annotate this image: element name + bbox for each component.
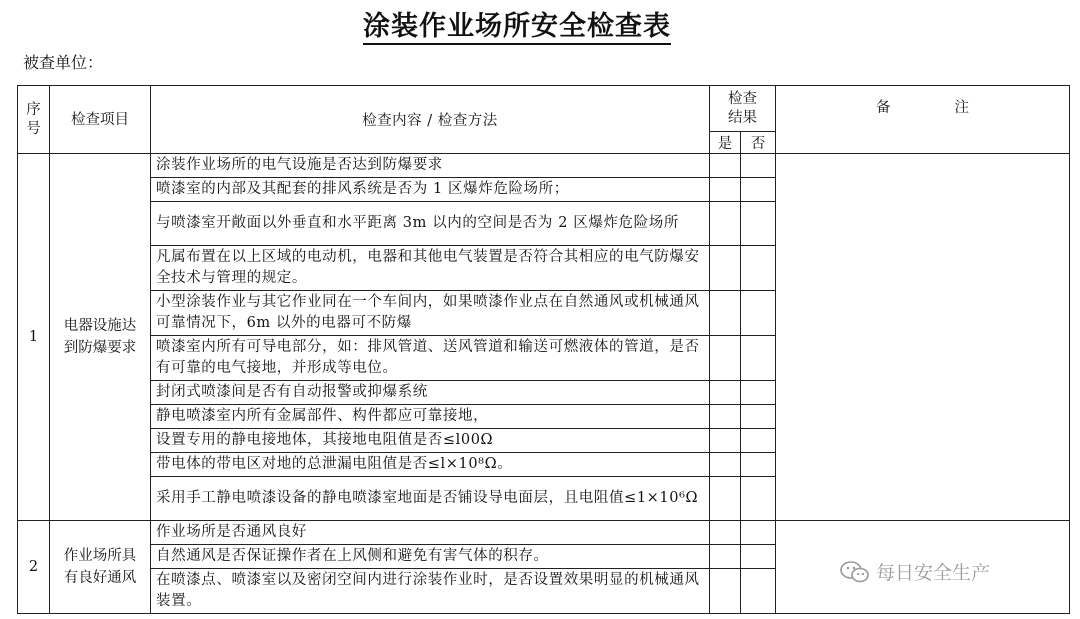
check-item-text: 作业场所具有良好通风 [63,548,137,586]
check-content: 与喷漆室开敞面以外垂直和水平距离 3m 以内的空间是否为 2 区爆炸危险场所 [151,202,710,246]
header-result [710,86,776,132]
page-title [0,4,1034,43]
result-no-cell[interactable] [741,336,776,381]
result-yes-cell[interactable] [710,477,741,521]
inspected-unit-label: 被查单位： [23,53,104,72]
result-yes-cell[interactable] [710,405,741,429]
result-yes-cell[interactable] [710,545,741,569]
row-number: 1 [18,154,50,521]
header-item: 检查项目 [50,86,151,154]
result-yes-cell[interactable] [710,429,741,453]
check-content: 涂装作业场所的电气设施是否达到防爆要求 [151,154,710,178]
result-no-cell[interactable] [741,246,776,291]
result-no-cell[interactable] [741,453,776,477]
inspection-table [17,85,1070,614]
header-no-option: 否 [741,132,776,154]
result-no-cell[interactable] [741,521,776,545]
watermark [840,558,990,585]
check-content: 静电喷漆室内所有金属部件、构件都应可靠接地， [151,405,710,429]
check-content: 自然通风是否保证操作者在上风侧和避免有害气体的积存。 [151,545,710,569]
header-yes: 是 [710,132,741,154]
header-result-text: 检查结果 [728,90,757,126]
check-content: 喷漆室内所有可导电部分，如：排风管道、送风管道和输送可燃液体的管道，是否有可靠的电气接地，并形成等电位。 [151,336,710,381]
header-no [18,86,50,154]
result-yes-cell[interactable] [710,202,741,246]
header-remark-b: 注 [954,100,969,116]
remark-cell[interactable] [776,154,1070,521]
result-yes-cell[interactable] [710,291,741,336]
result-no-cell[interactable] [741,405,776,429]
check-content: 小型涂装作业与其它作业同在一个车间内，如果喷漆作业点在自然通风或机械通风可靠情况下，6m 以外的电器可不防爆 [151,291,710,336]
result-no-cell[interactable] [741,545,776,569]
table-body [18,154,1070,614]
result-no-cell[interactable] [741,381,776,405]
result-yes-cell[interactable] [710,154,741,178]
result-yes-cell[interactable] [710,453,741,477]
check-content: 凡属布置在以上区域的电动机，电器和其他电气装置是否符合其相应的电气防爆安全技术与管理的规定。 [151,246,710,291]
page-title-text: 涂装作业场所安全检查表 [363,11,671,45]
result-yes-cell[interactable] [710,246,741,291]
result-no-cell[interactable] [741,154,776,178]
row-number: 2 [18,521,50,614]
result-no-cell[interactable] [741,477,776,521]
result-yes-cell[interactable] [710,381,741,405]
header-no-text: 序号 [26,101,41,137]
check-item-text: 电器设施达到防爆要求 [63,318,137,356]
result-no-cell[interactable] [741,178,776,202]
result-no-cell[interactable] [741,202,776,246]
table-row [18,521,1070,545]
header-remark-a: 备 [876,100,891,116]
check-content: 带电体的带电区对地的总泄漏电阻值是否≤l×10⁸Ω。 [151,453,710,477]
wechat-icon [840,560,870,584]
result-yes-cell[interactable] [710,336,741,381]
table-row [18,154,1070,178]
result-yes-cell[interactable] [710,178,741,202]
check-content: 采用手工静电喷漆设备的静电喷漆室地面是否铺设导电面层，且电阻值≤1×10⁶Ω [151,477,710,521]
check-item [50,154,151,521]
result-no-cell[interactable] [741,569,776,614]
check-item [50,521,151,614]
header-remark [776,86,1070,154]
result-no-cell[interactable] [741,291,776,336]
check-content: 作业场所是否通风良好 [151,521,710,545]
result-yes-cell[interactable] [710,521,741,545]
check-content: 喷漆室的内部及其配套的排风系统是否为 1 区爆炸危险场所； [151,178,710,202]
result-no-cell[interactable] [741,429,776,453]
header-content: 检查内容 / 检查方法 [151,86,710,154]
check-content: 在喷漆点、喷漆室以及密闭空间内进行涂装作业时，是否设置效果明显的机械通风装置。 [151,569,710,614]
watermark-text: 每日安全生产 [876,562,991,584]
result-yes-cell[interactable] [710,569,741,614]
check-content: 设置专用的静电接地体，其接地电阻值是否≤l00Ω [151,429,710,453]
check-content: 封闭式喷漆间是否有自动报警或抑爆系统 [151,381,710,405]
